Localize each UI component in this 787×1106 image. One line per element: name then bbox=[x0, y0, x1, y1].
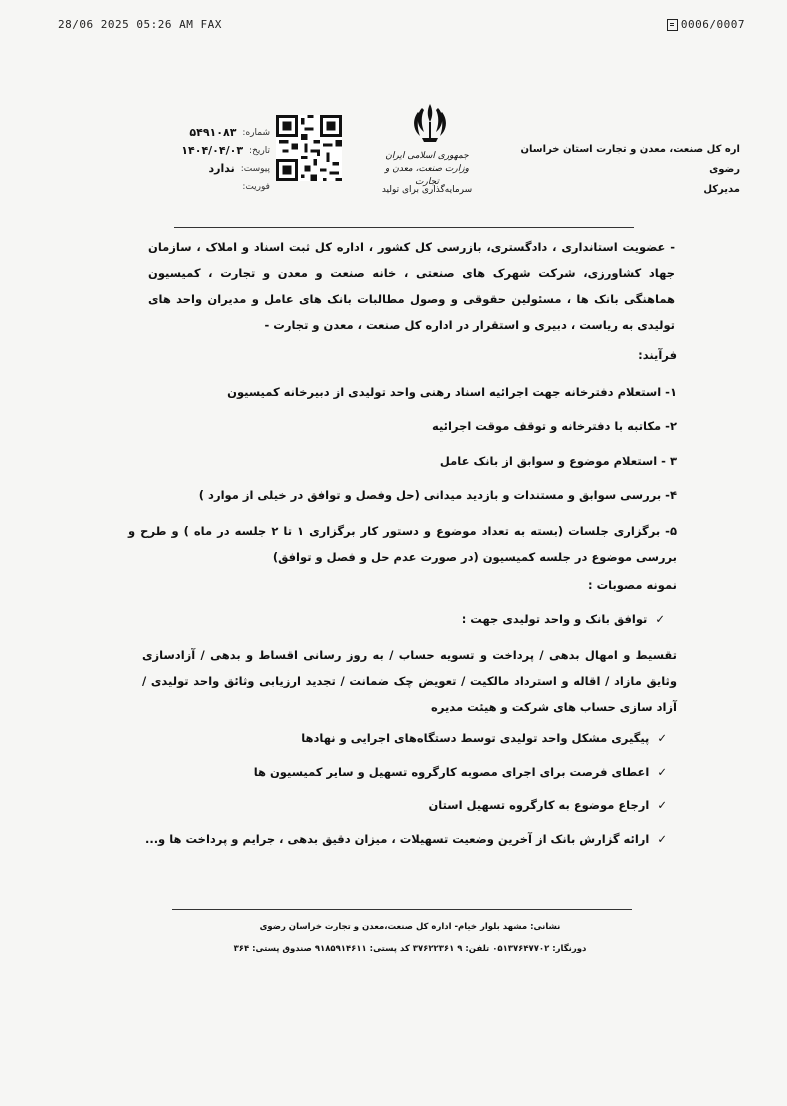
ministry-line-2: وزارت صنعت، معدن و تجارت bbox=[385, 164, 469, 187]
letter-priority-label: فوریت: bbox=[242, 182, 270, 192]
check-icon: ✓ bbox=[657, 731, 667, 745]
resolution-item-1-text: توافق بانک و واحد تولیدی جهت : bbox=[461, 612, 648, 626]
slogan: سرمایه‌گذاری برای تولید bbox=[381, 185, 473, 195]
fax-header-timestamp: 28/06 2025 05:26 AM FAX bbox=[58, 18, 222, 31]
letter-number-label: شماره: bbox=[242, 128, 270, 138]
process-step-2: ۲- مکاتبه با دفترخانه و توقف موقت اجرائیه bbox=[431, 419, 677, 433]
resolution-item-4-text: ارجاع موضوع به کارگروه تسهیل استان bbox=[428, 798, 650, 812]
members-paragraph: - عضویت استانداری ، دادگستری، بازرسی کل کشور ، اداره کل ثبت اسناد و املاک ، سازمان جهاد کشاورزی، شرکت شهرک های صنعتی ، خانه صنعت و معدن و تجارت ، کمیسیون هماهنگی بانک ها ، مسئولین حقوقی و وصول مطالبات بانک های عامل و مدیران واحد های تولیدی به ریاست ، دبیری و استقرار در اداره کل صنعت ، معدن و تجارت - bbox=[148, 240, 675, 332]
resolution-item-3-text: اعطای فرصت برای اجرای مصوبه کارگروه تسهیل و سایر کمیسیون ها bbox=[253, 765, 650, 779]
resolution-item-5-text: ارائه گزارش بانک از آخرین وضعیت تسهیلات ، میزان دقیق بدهی ، جرایم و پرداخت ها و... bbox=[144, 832, 650, 846]
qr-code-icon bbox=[276, 115, 342, 181]
resolution-detail: تقسیط و امهال بدهی / پرداخت و تسویه حساب / به روز رسانی اقساط و بدهی / آزادسازی وثایق مازاد / اقاله و استرداد مالکیت / تعویض چک ضمانت / تجدید ارزیابی وثائق واحد تولیدی / آزاد سازی حساب های شرکت و هیئت مدیره bbox=[142, 648, 677, 714]
org-title: اره کل صنعت، معدن و تجارت استان خراسان رضوی bbox=[520, 144, 740, 175]
check-icon: ✓ bbox=[655, 612, 665, 626]
resolution-item-2-text: پیگیری مشکل واحد تولیدی توسط دستگاه‌های اجرایی و نهادها bbox=[301, 731, 650, 745]
process-step-4: ۴- بررسی سوابق و مستندات و بازدید میدانی (حل وفصل و توافق در خیلی از موارد ) bbox=[198, 488, 677, 502]
fax-page-icon bbox=[667, 19, 678, 31]
resolution-item-4 bbox=[428, 798, 667, 812]
process-step-3: ۳ - استعلام موضوع و سوابق از بانک عامل bbox=[439, 454, 677, 468]
resolution-item-5 bbox=[145, 832, 667, 846]
letter-date: ۱۴۰۴/۰۴/۰۳ bbox=[181, 144, 244, 157]
org-subtitle: مدیرکل bbox=[703, 184, 740, 195]
org-title-block bbox=[520, 140, 740, 200]
fax-page-counter-text: 0006/0007 bbox=[680, 18, 745, 31]
process-heading: فرآیند: bbox=[638, 348, 677, 362]
fax-page-counter bbox=[667, 18, 745, 31]
ministry-name bbox=[372, 150, 482, 189]
resolutions-heading: نمونه مصوبات : bbox=[588, 578, 677, 592]
header-divider bbox=[174, 227, 634, 228]
process-step-5: ۵- برگزاری جلسات (بسته به تعداد موضوع و دستور کار برگزاری ۱ تا ۲ جلسه در ماه ) و طرح و بررسی موضوع در جلسه کمیسیون (در صورت عدم حل و فصل و توافق) bbox=[128, 524, 677, 564]
resolution-item-3 bbox=[254, 765, 667, 779]
letter-attachment-label: پیوست: bbox=[240, 164, 270, 174]
letter-attachment-row bbox=[150, 160, 270, 178]
check-icon: ✓ bbox=[657, 765, 667, 779]
letter-date-label: تاریخ: bbox=[249, 146, 270, 156]
iran-emblem-icon bbox=[410, 100, 450, 146]
letter-attachment: ندارد bbox=[208, 162, 235, 175]
ministry-line-1: جمهوری اسلامی ایران bbox=[385, 151, 469, 161]
letter-meta bbox=[150, 124, 270, 196]
footer-address: نشانی: مشهد بلوار خیام- اداره کل صنعت،معدن و تجارت خراسان رضوی bbox=[259, 922, 561, 932]
footer bbox=[150, 916, 670, 960]
letter-priority-row bbox=[150, 178, 270, 196]
check-icon: ✓ bbox=[657, 798, 667, 812]
resolution-item-1 bbox=[462, 612, 665, 626]
footer-contact: دورنگار: ۰۵۱۳۷۶۴۷۷۰۲ تلفن: ۹ ۳۷۶۲۲۳۶۱ کد پستی: ۹۱۸۵۹۱۴۶۱۱ صندوق پستی: ۳۶۴ bbox=[233, 944, 587, 954]
emblem-logo bbox=[400, 100, 460, 146]
process-step-1: ۱- استعلام دفترخانه جهت اجرائیه اسناد رهنی واحد تولیدی از دبیرخانه کمیسیون bbox=[227, 385, 677, 399]
letter-date-row bbox=[150, 142, 270, 160]
footer-divider bbox=[172, 909, 632, 910]
letter-number: ۵۴۹۱۰۸۳ bbox=[189, 126, 237, 139]
check-icon: ✓ bbox=[657, 832, 667, 846]
letter-number-row bbox=[150, 124, 270, 142]
resolution-item-2 bbox=[301, 731, 667, 745]
